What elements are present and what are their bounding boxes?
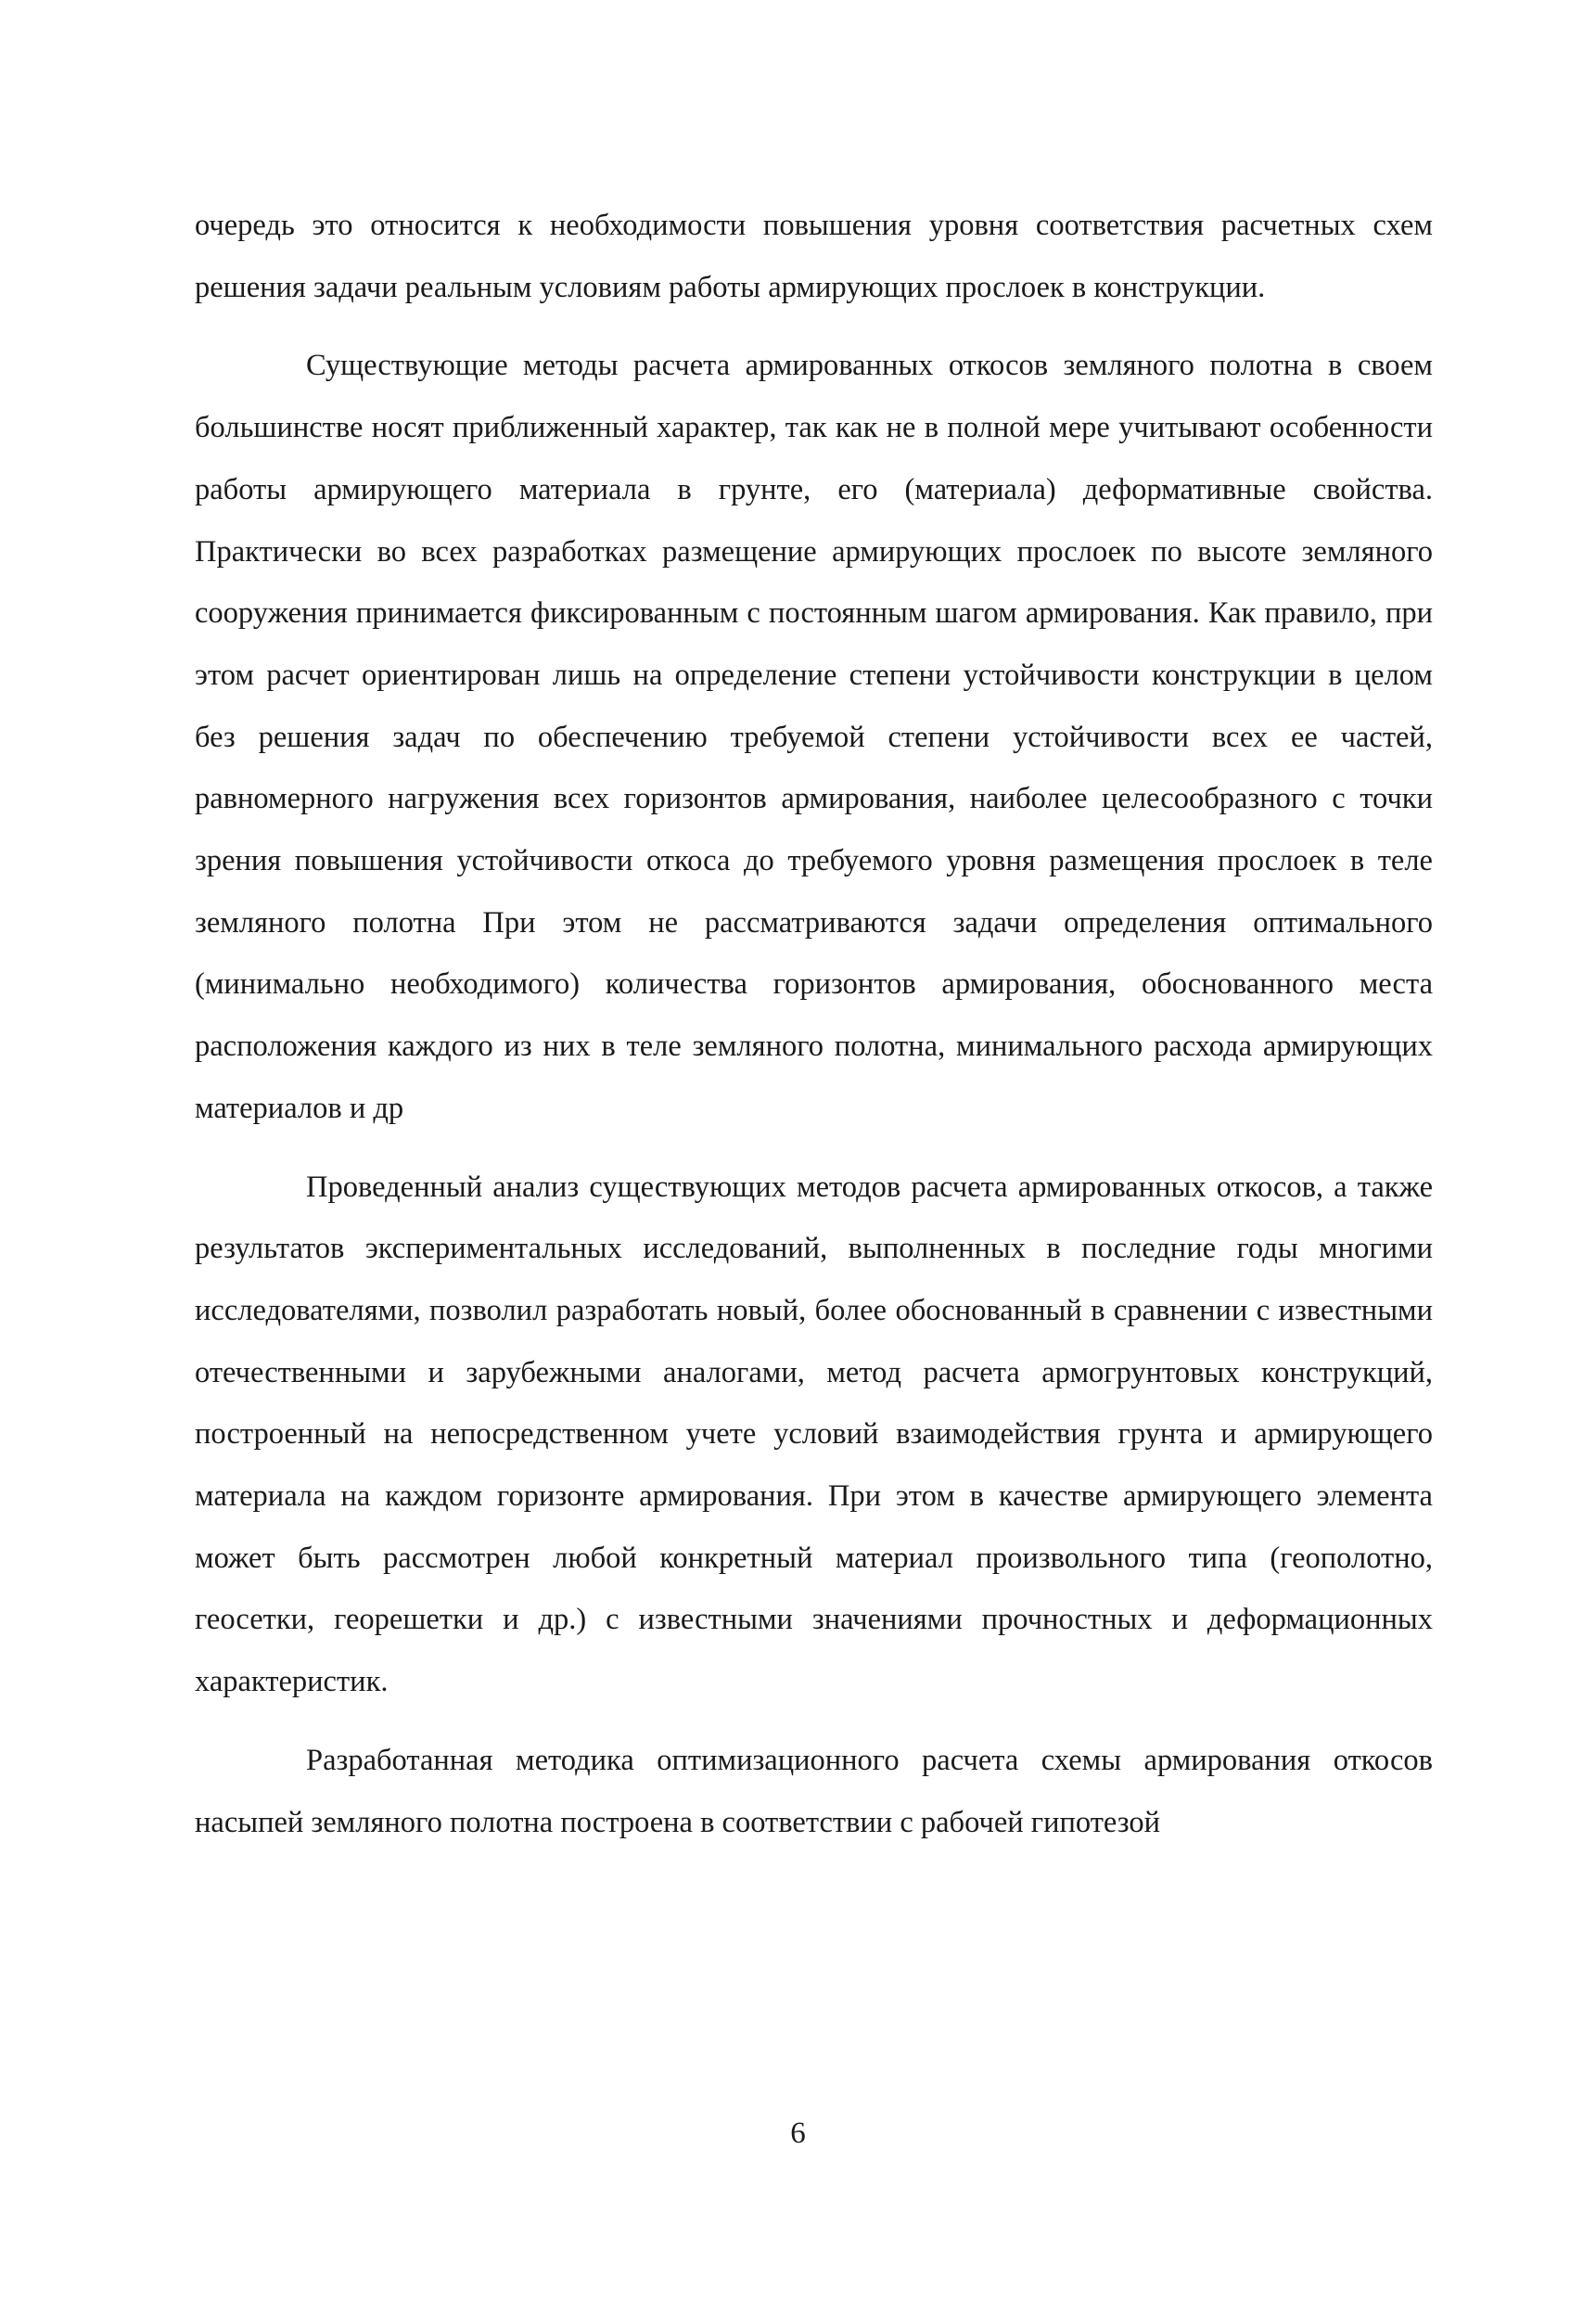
paragraph-existing-methods: Существующие методы расчета армированных откосов земляного полотна в своем большинстве носят приближенный характер, так как не в полной мере учитывают особенности работы армирующего материала в грунте, его (материала) деформативные свойства. Практически во всех разработках размещение армирующих прослоек по высоте земляного сооружения принимается фиксированным с постоянным шагом армирования. Как правило, при этом расчет ориентирован лишь на определение степени устойчивости конструкции в целом без решения задач по обеспечению требуемой степени устойчивости всех ее частей, равномерного нагружения всех горизонтов армирования, наиболее целесообразного с точки зрения повышения устойчивости откоса до требуемого уровня размещения прослоек в теле земляного полотна При этом не рассматриваются задачи определения оптимального (минимально необходимого) количества горизонтов армирования, обоснованного места расположения каждого из них в теле земляного полотна, минимального расхода армирующих материалов и др <box>195 349 1433 1125</box>
paragraph-methodology: Разработанная методика оптимизационного расчета схемы армирования откосов насыпей земляного полотна построена в соответствии с рабочей гипотезой <box>195 1743 1433 1839</box>
page-number: 6 <box>790 2117 806 2150</box>
paragraph-continuation: очередь это относится к необходимости повышения уровня соответствия расчетных схем решения задачи реальным условиям работы армирующих прослоек в конструкции. <box>195 209 1433 304</box>
body-text <box>195 195 1433 1853</box>
paragraph-analysis: Проведенный анализ существующих методов расчета армированных откосов, а также результатов экспериментальных исследований, выполненных в последние годы многими исследователями, позволил разработать новый, более обоснованный в сравнении с известными отечественными и зарубежными аналогами, метод расчета армогрунтовых конструкций, построенный на непосредственном учете условий взаимодействия грунта и армирующего материала на каждом горизонте армирования. При этом в качестве армирующего элемента может быть рассмотрен любой конкретный материал произвольного типа (геополотно, геосетки, георешетки и др.) с известными значениями прочностных и деформационных характеристик. <box>195 1170 1433 1699</box>
